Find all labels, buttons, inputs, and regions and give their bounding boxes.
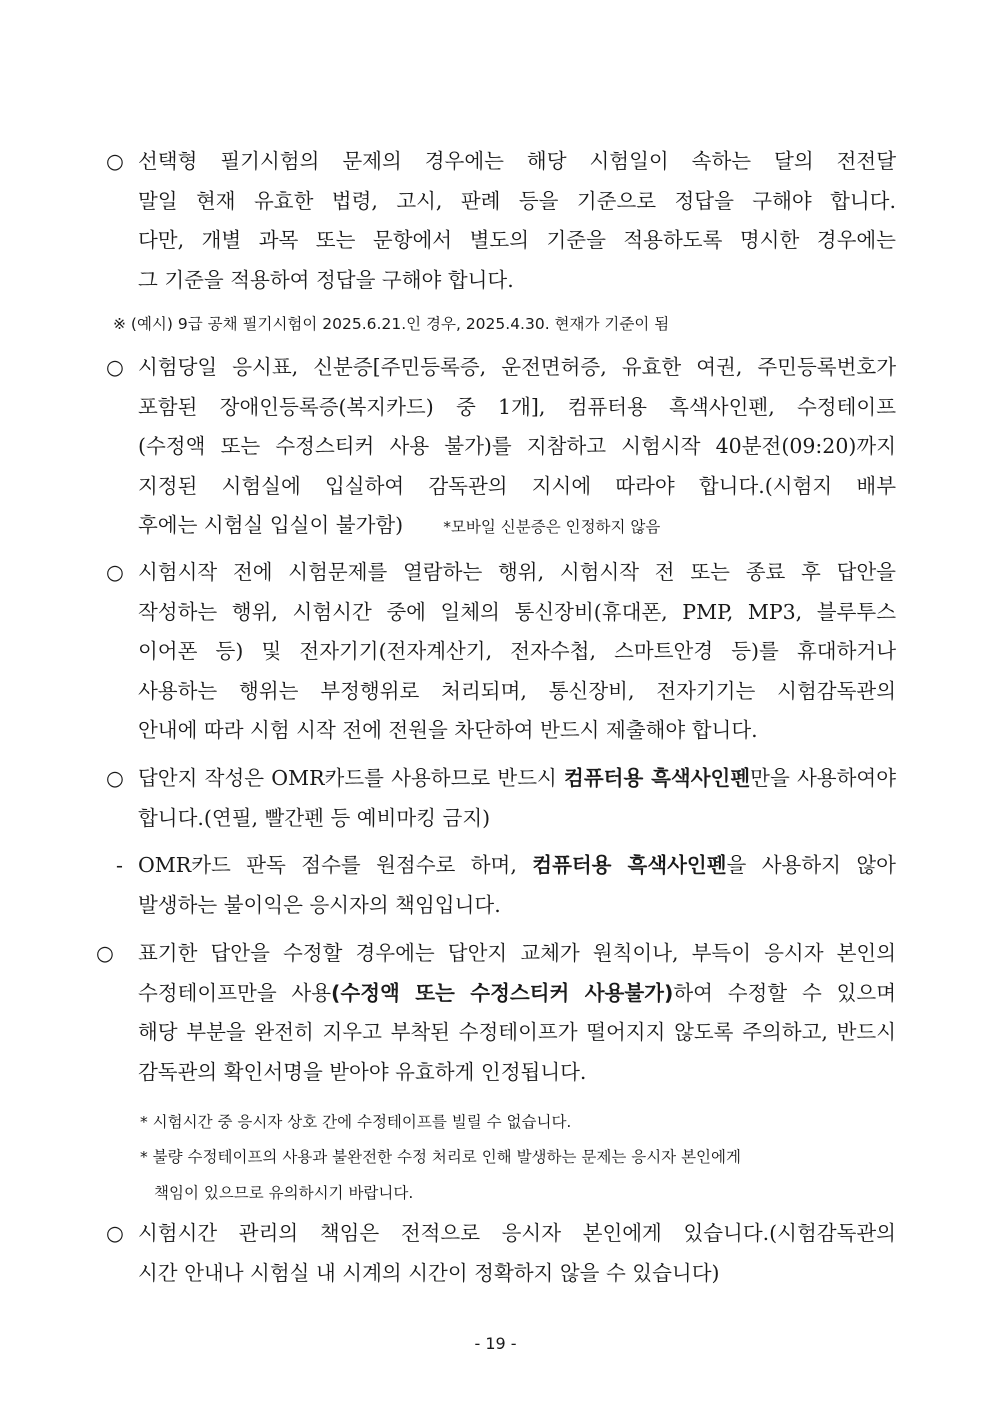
text-line: (수정액 또는 수정스티커 사용 불가)를 지참하고 시험시작 40분전(09:20)까지	[138, 434, 896, 458]
bullet-dash: -	[116, 853, 123, 877]
tape-sharing-note: * 시험시간 중 응시자 상호 간에 수정테이프를 빌릴 수 없습니다.	[140, 1113, 572, 1131]
text-segment: OMR카드 판독 점수를 원점수로 하며,	[138, 853, 533, 877]
text-segment: 수정테이프만을 사용	[138, 980, 332, 1005]
text-line: 안내에 따라 시험 시작 전에 전원을 차단하여 반드시 제출해야 합니다.	[138, 718, 758, 742]
bullet-circle: ○	[106, 1221, 124, 1245]
text-line: 선택형 필기시험의 문제의 경우에는 해당 시험일이 속하는 달의 전전달	[138, 149, 896, 173]
bullet-circle: ○	[106, 149, 124, 173]
text-line: 그 기준을 적용하여 정답을 구해야 합니다.	[138, 267, 514, 292]
text-line: 다만, 개별 과목 또는 문항에서 별도의 기준을 적용하도록 명시한 경우에는	[138, 228, 896, 252]
note-line: * 불량 수정테이프의 사용과 불완전한 수정 처리로 인해 발생하는 문제는 응시자 본인에게	[140, 1148, 741, 1166]
text-line	[138, 506, 896, 548]
section-time-management	[106, 1214, 896, 1293]
bullet-circle: ○	[106, 766, 124, 790]
text-line: 시험당일 응시표, 신분증[주민등록증, 운전면허증, 유효한 여권, 주민등록번호가	[138, 355, 896, 379]
text-line: 포함된 장애인등록증(복지카드) 중 1개], 컴퓨터용 흑색사인펜, 수정테이프	[138, 394, 896, 419]
section-answer-correction	[96, 934, 896, 1092]
section-misconduct	[106, 553, 896, 751]
text-line: 말일 현재 유효한 법령, 고시, 판례 등을 기준으로 정답을 구해야 합니다.	[138, 188, 896, 213]
text-line: 사용하는 행위는 부정행위로 처리되며, 통신장비, 전자기기는 시험감독관의	[138, 678, 896, 703]
note-line: 책임이 있으므로 유의하시기 바랍니다.	[154, 1184, 414, 1202]
text-line: 지정된 시험실에 입실하여 감독관의 지시에 따라야 합니다.(시험지 배부	[138, 473, 896, 498]
mobile-id-note: *모바일 신분증은 인정하지 않음	[443, 518, 661, 536]
text-line: 이어폰 등) 및 전자기기(전자계산기, 전자수첩, 스마트안경 등)를 휴대하거나	[138, 639, 896, 663]
text-line: 시험시작 전에 시험문제를 열람하는 행위, 시험시작 전 또는 종료 후 답안을	[138, 560, 896, 584]
text-segment: 답안지 작성은 OMR카드를 사용하므로 반드시	[138, 766, 565, 790]
bold-emphasis: (수정액 또는 수정스티커 사용불가)	[331, 980, 674, 1005]
text-segment: 후에는 시험실 입실이 불가함)	[138, 513, 404, 537]
text-segment: 을 사용하지 않아	[726, 853, 896, 877]
bullet-circle: ○	[106, 355, 124, 379]
text-segment: 하여 수정할 수 있으며	[673, 980, 896, 1005]
section-exam-legal-basis	[106, 142, 896, 300]
text-line: 합니다.(연필, 빨간펜 등 예비마킹 금지)	[138, 805, 491, 830]
bold-emphasis: 컴퓨터용 흑색사인펜	[564, 766, 751, 790]
section-omr-scoring	[106, 846, 896, 925]
bullet-circle: ○	[106, 560, 124, 584]
text-line	[138, 759, 896, 799]
text-line	[138, 974, 896, 1014]
text-segment: 만을 사용하여야	[750, 766, 896, 790]
text-line: 표기한 답안을 수정할 경우에는 답안지 교체가 원칙이나, 부득이 응시자 본인의	[138, 941, 896, 965]
text-line: 시험시간 관리의 책임은 전적으로 응시자 본인에게 있습니다.(시험감독관의	[138, 1221, 896, 1245]
text-line: 시간 안내나 시험실 내 시계의 시간이 정확하지 않을 수 있습니다)	[138, 1260, 720, 1285]
text-line: 작성하는 행위, 시험시간 중에 일체의 통신장비(휴대폰, PMP, MP3, 블루투스	[138, 599, 896, 624]
section-omr-pen	[106, 759, 896, 838]
section-exam-day-items	[106, 348, 896, 548]
page-number: - 19 -	[474, 1334, 517, 1353]
text-line: 감독관의 확인서명을 받아야 유효하게 인정됩니다.	[138, 1059, 587, 1084]
text-line: 해당 부분을 완전히 지우고 부착된 수정테이프가 떨어지지 않도록 주의하고, 반드시	[138, 1020, 896, 1044]
text-line: 발생하는 불이익은 응시자의 책임입니다.	[138, 892, 501, 917]
bullet-circle: ○	[96, 941, 114, 965]
bold-emphasis: 컴퓨터용 흑색사인펜	[532, 853, 727, 877]
text-line	[138, 846, 896, 886]
defective-tape-note	[140, 1145, 741, 1203]
example-note: ※ (예시) 9급 공채 필기시험이 2025.6.21.인 경우, 2025.4.30. 현재가 기준이 됨	[113, 315, 670, 333]
